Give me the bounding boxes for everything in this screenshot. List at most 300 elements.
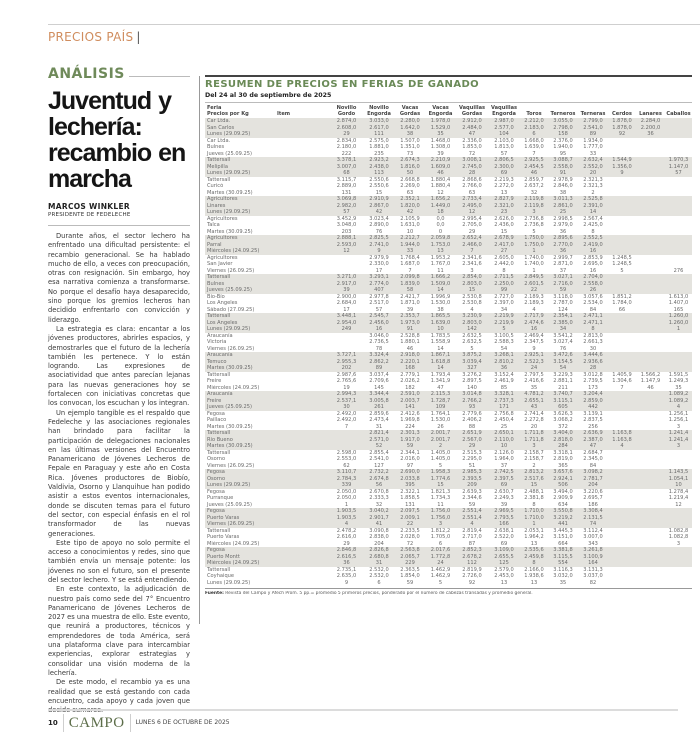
price-cell: 1.407,0 — [668, 300, 689, 306]
price-cell: 2.454,5 — [520, 164, 548, 171]
price-cell: 1.750,0 — [520, 235, 548, 242]
feria-name-cell: Tattersall — [207, 527, 231, 534]
head-count-cell: 39 — [437, 150, 444, 157]
feria-date-cell: Lunes (29.09.25) — [205, 131, 330, 138]
price-cell: 1.530,0 — [430, 417, 451, 423]
price-cell: 1.278,4 — [668, 488, 689, 495]
price-cell: 2.280,0 — [395, 118, 425, 125]
column-header-line: Vaquillas — [458, 105, 486, 111]
column-header-line: Vacas — [432, 105, 449, 111]
feria-name-cell: Purranque — [207, 495, 234, 501]
price-cell: 2.787,0 — [553, 300, 573, 306]
price-cell: 1.248,5 — [612, 261, 632, 267]
head-count-cell: 91 — [548, 170, 578, 177]
price-cell: 2.774,0 — [363, 281, 395, 288]
price-cell: 2.333,3 — [369, 495, 389, 501]
price-cell: 2.466,0 — [456, 242, 488, 249]
price-cell: 3.048,0 — [336, 222, 357, 228]
column-header-line: Vaquillas — [490, 105, 518, 111]
price-cell: 2.558,0 — [578, 281, 608, 288]
price-cell: 1.878,0 — [608, 118, 636, 125]
feria-name-cell: Los Ángeles — [207, 300, 238, 306]
price-cell: 2.550,6 — [369, 183, 389, 189]
price-cell: 1.821,3 — [430, 488, 451, 495]
price-cell: 1.705,0 — [430, 534, 451, 540]
price-cell: 3.098,2 — [578, 469, 608, 476]
article-paragraph: Este tipo de apoyo no solo permite el acceso a conocimientos y redes, sino que también envía un mensaje potente: los jóvenes no son el futuro, son el presente del sector lechero. Y se está entendiendo. — [48, 538, 190, 584]
feria-date-cell: Miércoles (24.09.25) — [205, 560, 330, 567]
column-header — [488, 103, 520, 118]
price-cell: 2.189,3 — [524, 300, 544, 306]
price-cell: 2.900,0 — [336, 293, 357, 300]
feria-name-cell: Tattersall — [207, 566, 231, 573]
price-cell: 2.321,3 — [583, 176, 603, 183]
price-cell: 1.468,0 — [430, 137, 451, 144]
price-cell: 1.618,8 — [425, 359, 456, 366]
price-cell: 2.716,0 — [548, 281, 578, 288]
price-cell: 3.293,1 — [363, 274, 395, 281]
price-cell: 2.695,7 — [583, 495, 603, 501]
price-cell: 2.727,0 — [494, 293, 514, 300]
head-count-cell: 93 — [456, 404, 488, 411]
price-cell: 2.756,8 — [494, 410, 514, 417]
price-cell: 2.417,0 — [488, 242, 520, 249]
price-cell: 2.668,8 — [400, 176, 420, 183]
price-cell: 2.575,0 — [369, 137, 389, 144]
price-cell: 2.352,1 — [395, 196, 425, 203]
price-cell: 2.105,9 — [400, 215, 420, 222]
price-cell: 1.854,0 — [400, 573, 420, 579]
price-cell: 2.065,7 — [395, 554, 425, 561]
feria-name-cell: Melipilla — [205, 164, 330, 171]
head-count-cell: 6 — [377, 579, 381, 586]
table-header-row — [205, 103, 692, 118]
head-count-cell: 42 — [363, 209, 395, 216]
price-cell: 2.537,1 — [330, 398, 363, 405]
price-cell: 3.472,6 — [548, 352, 578, 359]
head-count-cell: 57 — [500, 150, 508, 157]
price-cell: 3.328,1 — [488, 391, 520, 398]
feria-date-cell: Jueves (25.09.25) — [205, 404, 330, 411]
price-cell: 2.009,1 — [395, 515, 425, 522]
price-cell: 2.825,5 — [363, 235, 395, 242]
head-count-cell: 31 — [375, 423, 383, 430]
head-count-cell: 1 — [665, 326, 692, 333]
price-cell: 2.969,5 — [488, 508, 520, 515]
price-cell: 2.210,9 — [425, 157, 456, 164]
price-cell: 1.728,7 — [425, 398, 456, 405]
price-cell: 1.143,5 — [665, 469, 692, 476]
author-role: PRESIDENTE DE FEDELECHE — [48, 212, 131, 218]
head-count-cell: 35 — [675, 384, 682, 391]
head-count-cell: 37 — [559, 267, 567, 274]
price-cell: 2.909,9 — [553, 495, 573, 501]
head-count-cell: 89 — [363, 365, 395, 372]
head-count-cell: 4 — [456, 521, 488, 528]
head-count-cell: 68 — [330, 170, 363, 177]
page-footer — [48, 712, 230, 734]
head-count-cell: 1 — [520, 248, 548, 255]
head-count-cell: 0 — [438, 228, 443, 235]
price-cell: 2.819,0 — [553, 456, 573, 462]
head-count-cell: 166 — [488, 521, 520, 528]
head-count-cell: 5 — [488, 326, 520, 333]
price-cell: 2.674,3 — [395, 157, 425, 164]
head-count-cell: 111 — [363, 131, 395, 138]
price-cell: 2.219,9 — [488, 320, 520, 327]
head-count-cell: 15 — [425, 482, 456, 489]
column-header-line: Gordas — [399, 111, 421, 117]
price-cell: 2.726,0 — [462, 573, 482, 579]
head-count-cell: 256 — [588, 423, 598, 430]
price-cell: 3.220,6 — [583, 488, 603, 495]
price-cell: 2.871,0 — [553, 261, 573, 267]
column-header-line: Engorda — [492, 111, 516, 117]
price-cell: 1.639,0 — [425, 320, 456, 327]
price-cell: 2.813,2 — [520, 469, 548, 476]
price-cell: 2.852,3 — [456, 547, 488, 554]
price-cell: 2.450,4 — [494, 417, 514, 423]
feria-date-cell: Martes (30.09.25) — [207, 228, 253, 235]
price-cell: 2.541,0 — [369, 456, 389, 462]
price-cell: 3.875,2 — [456, 352, 488, 359]
table-top-rule — [205, 75, 692, 77]
price-cell: 1.249,3 — [668, 378, 689, 384]
price-cell: 2.471,1 — [578, 320, 608, 327]
price-cell: 1.938,6 — [524, 573, 544, 579]
head-count-cell: 395 — [395, 482, 425, 489]
feria-name-cell: Bío-Bío — [207, 293, 225, 300]
price-cell: 2.979,0 — [553, 222, 573, 228]
head-count-cell: 32 — [530, 189, 538, 196]
price-cell: 1.820,0 — [395, 203, 425, 210]
price-cell: 2.003,7 — [395, 398, 425, 405]
price-cell: 3.271,0 — [330, 274, 363, 281]
head-count-cell: 14 — [425, 365, 456, 372]
head-count-cell: 42 — [395, 209, 425, 216]
head-count-cell: 10 — [665, 482, 692, 489]
price-cell: 2.336,0 — [462, 137, 482, 144]
price-cell: 2.469,4 — [524, 332, 544, 339]
price-cell: 2.854,0 — [456, 274, 488, 281]
price-cell: 1.341,9 — [430, 378, 451, 384]
price-cell: 2.985,3 — [456, 469, 488, 476]
head-count-cell: 27 — [488, 248, 520, 255]
price-cell: 2.381,8 — [524, 495, 544, 501]
column-header — [636, 103, 665, 118]
price-cell: 3.116,3 — [553, 566, 573, 573]
head-count-cell: 46 — [647, 384, 654, 391]
price-cell: 2.977,8 — [369, 293, 389, 300]
price-cell: 3.055,0 — [548, 118, 578, 125]
price-cell: 3.452,9 — [336, 215, 357, 222]
price-cell: 4.781,2 — [520, 391, 548, 398]
price-cell: 1.449,0 — [425, 203, 456, 210]
feria-name-cell: Tattersall — [205, 430, 330, 437]
head-count-cell: 10 — [488, 443, 520, 450]
head-count-cell: 15 — [375, 189, 383, 196]
column-header — [665, 103, 692, 118]
head-count-cell: 35 — [559, 579, 567, 586]
price-cell: 1.973,0 — [395, 320, 425, 327]
price-cell: 2.819,9 — [462, 566, 482, 573]
price-cell: 2.097,5 — [395, 508, 425, 515]
price-cell: 2.736,8 — [524, 222, 544, 228]
price-cell: 3.112,4 — [583, 527, 603, 534]
feria-date-cell: Miércoles (24.09.25) — [207, 384, 260, 391]
feria-name-cell: Puerto Varas — [207, 534, 240, 540]
price-cell: 2.982,0 — [330, 203, 363, 210]
feria-date-cell: Lunes (29.09.25) — [205, 482, 330, 489]
price-cell: 2.711,5 — [488, 274, 520, 281]
head-count-cell: 140 — [467, 384, 477, 391]
price-cell: 2.341,6 — [462, 254, 482, 261]
price-cell: 2.456,0 — [363, 320, 395, 327]
price-cell: 2.846,0 — [553, 183, 573, 189]
price-cell: 2.803,0 — [456, 320, 488, 327]
head-count-cell: 43 — [520, 404, 548, 411]
price-cell: 1.978,0 — [425, 118, 456, 125]
head-count-cell: 276 — [673, 267, 684, 274]
price-cell: 1.944,0 — [395, 242, 425, 249]
price-cell: 2.813,0 — [583, 332, 603, 339]
footer-separator — [130, 714, 131, 732]
price-cell: 2.180,0 — [336, 144, 357, 150]
price-cell: 2.741,0 — [363, 242, 395, 249]
price-cell: 2.810,2 — [488, 359, 520, 366]
price-cell: 3.626,3 — [553, 410, 573, 417]
price-cell: 2.617,0 — [363, 125, 395, 132]
head-count-cell: 35 — [530, 384, 538, 391]
feria-name-cell: Fegosa — [207, 410, 225, 417]
price-cell: 2.397,5 — [488, 476, 520, 483]
price-cell: 3.324,4 — [363, 352, 395, 359]
head-count-cell: 15 — [456, 287, 488, 294]
price-cell: 2.979,9 — [369, 254, 389, 261]
price-cell: 2.917,0 — [330, 281, 363, 288]
price-cell: 2.541,0 — [578, 125, 608, 132]
price-cell: 1.858,5 — [400, 495, 420, 501]
head-count-cell: 7 — [620, 384, 624, 391]
price-cell: 2.861,0 — [548, 203, 578, 210]
head-count-cell: 4 — [470, 306, 474, 313]
price-cell: 2.551,4 — [456, 508, 488, 515]
head-count-cell: 85 — [500, 384, 508, 391]
price-cell: 3.541,2 — [553, 332, 573, 339]
price-cell: 2.233,5 — [400, 527, 420, 534]
column-header — [205, 103, 275, 118]
price-cell: 2.001,7 — [425, 430, 456, 437]
head-count-cell: 173 — [588, 384, 598, 391]
price-cell: 3.276,2 — [462, 371, 482, 378]
head-count-cell: 72 — [468, 150, 476, 157]
price-cell: 2.859,6 — [369, 410, 389, 417]
head-count-cell: 145 — [374, 384, 384, 391]
head-count-cell: 442 — [578, 404, 608, 411]
price-cell: 2.412,6 — [400, 410, 420, 417]
head-count-cell: 17 — [375, 267, 383, 274]
price-cell: 1.756,0 — [425, 508, 456, 515]
head-count-cell: 8 — [532, 501, 536, 508]
price-cell: 2.636,9 — [578, 430, 608, 437]
price-cell: 2.994,3 — [330, 391, 363, 398]
head-count-cell: 33 — [395, 248, 425, 255]
head-count-cell: 97 — [406, 462, 414, 469]
feria-name-cell: Agricultores — [205, 235, 330, 242]
price-cell: 2.522,3 — [520, 359, 548, 366]
price-cell: 1.256,1 — [668, 417, 689, 423]
price-cell: 2.897,5 — [462, 378, 482, 384]
head-count-cell: 72 — [406, 540, 414, 547]
price-cell: 2.954,0 — [330, 320, 363, 327]
head-count-cell: 11 — [437, 267, 444, 274]
price-cell: 1.405,0 — [430, 456, 451, 462]
head-count-cell: 33 — [589, 150, 597, 157]
table-row — [205, 580, 692, 587]
price-cell: 2.637,2 — [524, 183, 544, 189]
price-cell: 3.090,8 — [369, 527, 389, 534]
head-count-cell: 22 — [395, 521, 425, 528]
price-cell: 1.666,2 — [425, 274, 456, 281]
price-cell: 3.023,4 — [369, 215, 389, 222]
head-count-cell: 343 — [588, 540, 598, 547]
feria-name-cell: Tattersall — [205, 313, 330, 320]
price-cell: 2.639,3 — [462, 488, 482, 495]
price-cell: 3.100,5 — [494, 332, 514, 339]
head-count-cell: 8 — [520, 560, 548, 567]
head-count-cell: 57 — [330, 209, 363, 216]
price-cell: 3.118,0 — [553, 293, 573, 300]
head-count-cell: 4 — [532, 306, 536, 313]
price-cell: 2.284,0 — [636, 118, 665, 125]
price-cell: 2.016,0 — [400, 456, 420, 462]
column-header — [395, 103, 425, 118]
price-cell: 3.204,4 — [578, 391, 608, 398]
head-count-cell: 4 — [330, 521, 363, 528]
feria-date-cell: Miércoles (24.09.25) — [205, 248, 330, 255]
head-count-cell: 3 — [470, 267, 474, 274]
price-cell: 2.269,0 — [400, 183, 420, 189]
footer-rule — [48, 709, 678, 711]
price-cell: 3.550,8 — [548, 508, 578, 515]
feria-name-cell: Río Bueno — [205, 437, 330, 444]
feria-name-cell: Fegosa — [205, 469, 330, 476]
price-cell: 2.709,6 — [369, 378, 389, 384]
price-cell: 2.630,7 — [494, 488, 514, 495]
article-paragraph: En este contexto, la adjudicación de nuestro país como sede del 7° Encuentro Panamericano de Jóvenes Lecheros de 2027 es una muestra de ello. Este evento, que reunirá a productores, técnicos y emprendedores de toda América, será una plataforma clave para intercambiar experiencias, explorar estrategias y consolidar una visión moderna de la lechería. — [48, 585, 190, 677]
price-cell: 3.109,0 — [488, 547, 520, 554]
price-cell: 1.082,8 — [668, 534, 689, 540]
feria-date-cell: Jueves (25.09.25) — [205, 287, 330, 294]
head-count-cell: 14 — [425, 287, 456, 294]
head-count-cell: 202 — [330, 365, 363, 372]
article-paragraph: De este modo, el recambio ya es una realidad que se está gestando con cada encuentro, cada apoyo y cada joven que — [48, 678, 190, 705]
price-cell: 1.764,1 — [430, 410, 451, 417]
head-count-cell: 18 — [425, 209, 456, 216]
head-count-cell: 109 — [425, 404, 456, 411]
section-separator: | — [136, 30, 141, 44]
price-cell: 2.517,0 — [369, 300, 389, 306]
feria-name-cell: San Javier — [207, 261, 233, 267]
price-cell: 2.341,6 — [462, 261, 482, 267]
price-cell: 2.859,0 — [578, 398, 608, 405]
price-cell: 1.867,1 — [425, 352, 456, 359]
head-count-cell: 249 — [330, 326, 363, 333]
column-header — [330, 103, 363, 118]
feria-name-cell: Puerto Montt — [205, 554, 330, 561]
price-cell: 1.940,0 — [553, 144, 573, 150]
price-cell: 2.684,0 — [336, 300, 357, 306]
head-count-cell: 34 — [500, 306, 508, 313]
price-cell: 2.438,0 — [363, 164, 395, 171]
head-count-cell: 32 — [375, 501, 383, 508]
price-cell: 2.661,3 — [583, 339, 603, 345]
price-cell: 3.100,9 — [578, 554, 608, 561]
head-count-cell: 124 — [558, 306, 568, 313]
price-cell: 2.459,8 — [520, 554, 548, 561]
head-count-cell: 4 — [665, 404, 692, 411]
price-cell: 2.846,8 — [330, 547, 363, 554]
head-count-cell: 5 — [620, 267, 624, 274]
price-cell: 3.005,8 — [363, 398, 395, 405]
head-count-cell: 95 — [559, 150, 567, 157]
feria-name-cell: Tattersall — [205, 274, 330, 281]
head-count-cell: 74 — [578, 521, 608, 528]
head-count-cell: 16 — [520, 326, 548, 333]
head-count-cell: 14 — [437, 345, 444, 352]
table-bottom-rule — [205, 588, 692, 589]
price-cell: 2.558,0 — [548, 164, 578, 171]
price-cell: 2.330,0 — [369, 261, 389, 267]
price-cell: 2.321,3 — [583, 183, 603, 189]
head-count-cell: 84 — [589, 462, 597, 469]
head-count-cell — [636, 580, 665, 587]
price-cell: 2.530,8 — [462, 300, 482, 306]
price-cell: 2.099,8 — [395, 274, 425, 281]
price-cell: 2.741,4 — [524, 410, 544, 417]
price-cell: 1.881,0 — [369, 144, 389, 150]
price-cell: 0,0 — [436, 215, 445, 222]
feria-date-cell: Martes (30.09.25) — [207, 423, 253, 430]
price-cell: 1.768,4 — [400, 254, 420, 261]
head-count-cell: 8 — [578, 326, 608, 333]
price-cell: 2.189,3 — [524, 293, 544, 300]
price-cell: 3.230,9 — [456, 313, 488, 320]
price-cell: 2.484,0 — [456, 125, 488, 132]
price-cell: 2.838,0 — [369, 534, 389, 540]
feria-name-cell: Paillaco — [207, 417, 227, 423]
head-count-cell: 76 — [375, 228, 383, 235]
price-cell: 2.131,5 — [578, 515, 608, 522]
feria-name-cell: Fegosa — [207, 488, 225, 495]
price-cell: 1.639,0 — [524, 144, 544, 150]
price-cell: 1.784,0 — [612, 300, 632, 306]
price-cell: 2.250,0 — [488, 281, 520, 288]
price-cell: 2.272,0 — [494, 183, 514, 189]
head-count-cell: 11 — [437, 501, 444, 508]
price-cell: 1.405,0 — [430, 449, 451, 456]
head-count-cell: 54 — [548, 365, 578, 372]
head-count-cell: 3 — [665, 443, 692, 450]
price-cell: 1.082,8 — [668, 527, 689, 534]
feria-name-cell: Coyhaique — [207, 573, 235, 579]
price-cell: 2.690,0 — [395, 469, 425, 476]
price-cell: 2.344,6 — [462, 495, 482, 501]
price-cell: 2.737,3 — [488, 398, 520, 405]
price-cell: 2.212,7 — [395, 235, 425, 242]
price-cell: 1.507,0 — [400, 137, 420, 144]
feria-name-cell: Tattersall — [207, 371, 231, 378]
